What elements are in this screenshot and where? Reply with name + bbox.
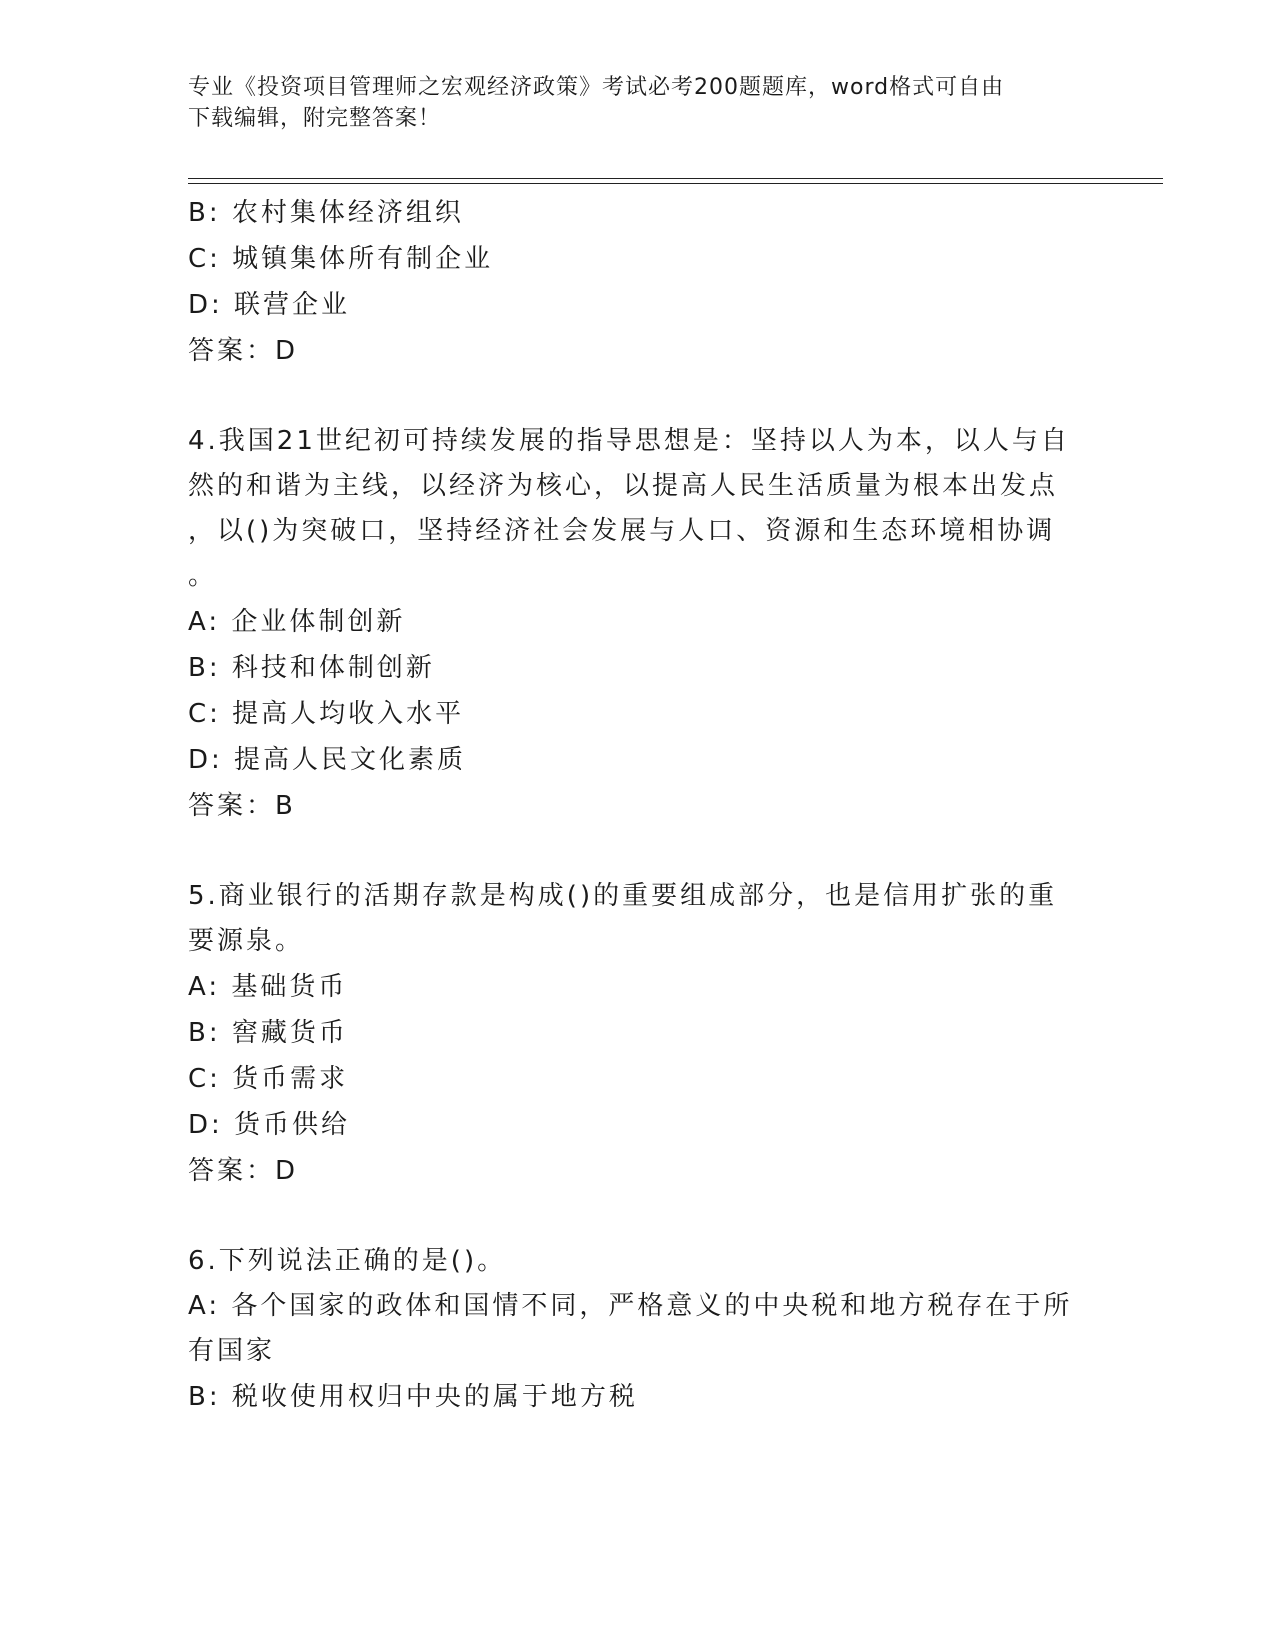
header-line-1: 专业《投资项目管理师之宏观经济政策》考试必考200题题库，word格式可自由	[188, 75, 1005, 100]
q4-option-c: C: 提高人均收入水平	[188, 699, 465, 729]
q4-option-d: D: 提高人民文化素质	[188, 745, 467, 775]
q5-option-d: D: 货币供给	[188, 1110, 351, 1140]
header-divider-bottom	[188, 183, 1163, 184]
q4-stem-line-3: ，以()为突破口，坚持经济社会发展与人口、资源和生态环境相协调	[188, 516, 1056, 546]
question-3	[188, 190, 1088, 374]
question-list	[188, 190, 1088, 1420]
q5-option-b: B: 窖藏货币	[188, 1018, 348, 1048]
q3-answer: 答案：D	[188, 336, 299, 366]
q4-stem-line-2: 然的和谐为主线，以经济为核心，以提高人民生活质量为根本出发点	[188, 471, 1059, 501]
document-header	[188, 72, 1088, 134]
q6-option-a-line-2: 有国家	[188, 1336, 276, 1366]
q4-option-a: A: 企业体制创新	[188, 607, 406, 637]
q5-option-a: A: 基础货币	[188, 972, 348, 1002]
q6-option-a-line-1: A: 各个国家的政体和国情不同，严格意义的中央税和地方税存在于所	[188, 1291, 1073, 1321]
q4-stem-line-4: 。	[188, 561, 218, 591]
question-5	[188, 874, 1088, 1194]
spacer	[188, 374, 1088, 419]
header-line-2: 下载编辑，附完整答案！	[188, 106, 442, 131]
q5-stem-line-2: 要源泉。	[188, 926, 305, 956]
q5-option-c: C: 货币需求	[188, 1064, 349, 1094]
q4-answer: 答案：B	[188, 791, 296, 821]
question-6	[188, 1239, 1088, 1420]
q5-stem-line-1: 5.商业银行的活期存款是构成()的重要组成部分，也是信用扩张的重	[188, 881, 1058, 911]
q3-option-b: B: 农村集体经济组织	[188, 198, 464, 228]
q3-option-c: C: 城镇集体所有制企业	[188, 244, 494, 274]
q4-stem-line-1: 4.我国21世纪初可持续发展的指导思想是：坚持以人为本，以人与自	[188, 426, 1070, 456]
spacer	[188, 1194, 1088, 1239]
q5-answer: 答案：D	[188, 1156, 299, 1186]
header-divider-top	[188, 178, 1163, 179]
question-4	[188, 419, 1088, 829]
q3-option-d: D: 联营企业	[188, 290, 351, 320]
q4-option-b: B: 科技和体制创新	[188, 653, 435, 683]
q6-option-b: B: 税收使用权归中央的属于地方税	[188, 1382, 638, 1412]
q6-stem: 6.下列说法正确的是()。	[188, 1246, 507, 1276]
spacer	[188, 829, 1088, 874]
